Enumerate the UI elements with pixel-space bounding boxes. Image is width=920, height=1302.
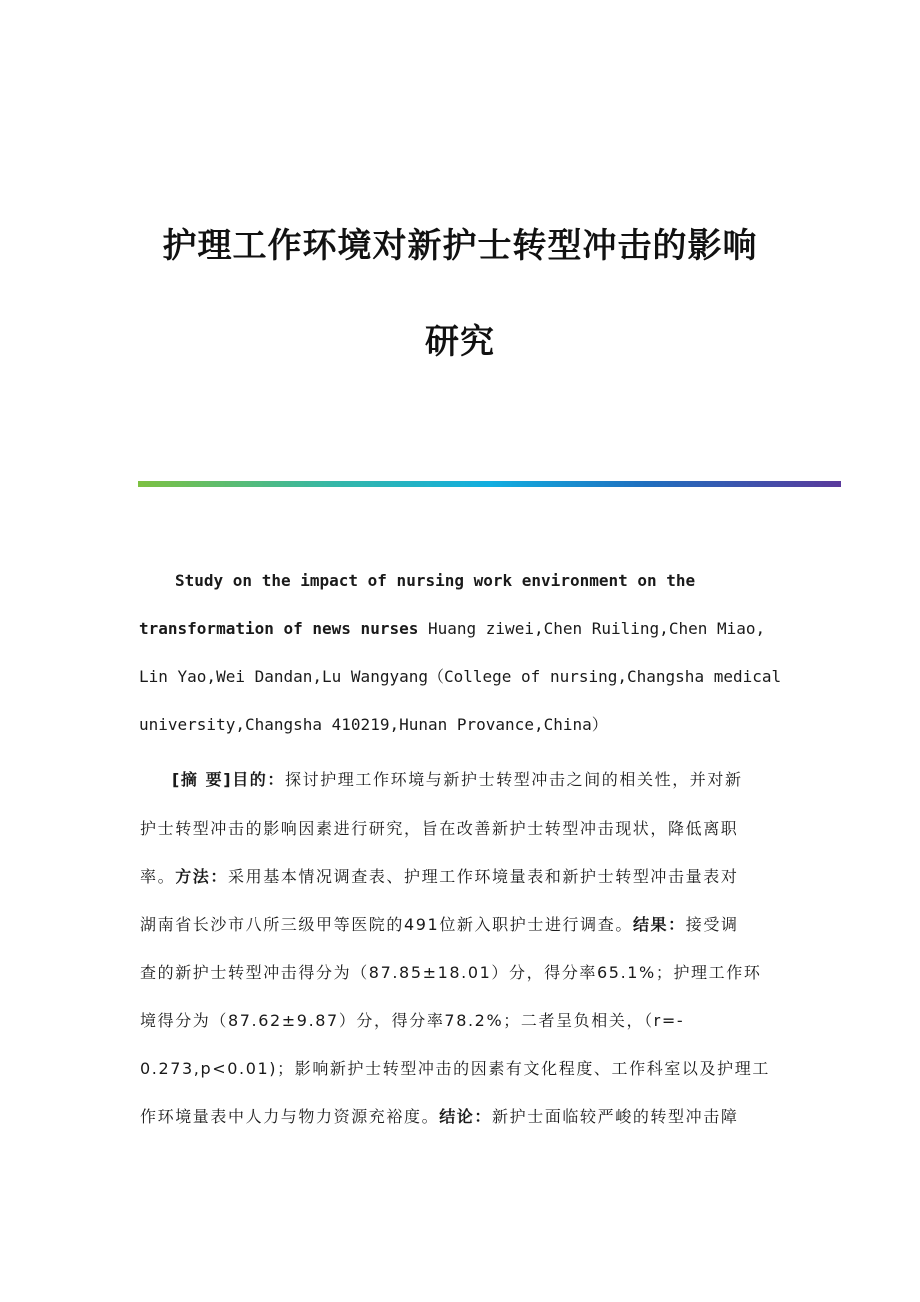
abstract-line: 查的新护士转型冲击得分为（87.85±18.01）分，得分率65.1%；护理工作环	[140, 963, 762, 982]
english-title-line-2	[139, 619, 765, 639]
english-title-bold: transformation of news nurses	[139, 619, 419, 638]
abstract-text: 率。	[140, 867, 176, 886]
english-authors: Huang ziwei,Chen Ruiling,Chen Miao,	[418, 619, 766, 638]
abstract-text: 采用基本情况调查表、护理工作环境量表和新护士转型冲击量表对	[228, 867, 739, 886]
abstract-label: [摘 要]目的：	[172, 770, 285, 789]
methods-label: 方法：	[175, 867, 229, 886]
abstract-line: 境得分为（87.62±9.87）分，得分率78.2%；二者呈负相关，（r=-	[140, 1011, 685, 1030]
abstract-line: 0.273,p<0.01)；影响新护士转型冲击的因素有文化程度、工作科室以及护理工	[140, 1059, 770, 1078]
abstract-line	[140, 1106, 738, 1128]
conclusion-label: 结论：	[439, 1107, 493, 1126]
abstract-line	[140, 914, 739, 936]
abstract-text: 接受调	[685, 915, 739, 934]
english-affiliation-line-2: university,Changsha 410219,Hunan Provance,China）	[139, 715, 608, 734]
abstract-text: 湖南省长沙市八所三级甲等医院的491位新入职护士进行调查。	[140, 915, 633, 934]
abstract-text: 新护士面临较严峻的转型冲击障	[492, 1107, 739, 1126]
abstract-line: 护士转型冲击的影响因素进行研究，旨在改善新护士转型冲击现状，降低离职	[140, 819, 739, 838]
paper-title-line-2: 研究	[425, 322, 495, 362]
results-label: 结果：	[632, 915, 686, 934]
paper-title-line-1: 护理工作环境对新护士转型冲击的影响	[162, 226, 758, 266]
english-title-line-1: Study on the impact of nursing work environment on the	[175, 571, 696, 590]
abstract-line	[140, 866, 738, 888]
english-affiliation-line-1: Lin Yao,Wei Dandan,Lu Wangyang（College of nursing,Changsha medical	[139, 667, 782, 686]
gradient-divider	[138, 481, 841, 487]
abstract-line	[172, 769, 743, 791]
abstract-text: 探讨护理工作环境与新护士转型冲击之间的相关性，并对新	[285, 770, 743, 789]
abstract-text: 作环境量表中人力与物力资源充裕度。	[140, 1107, 440, 1126]
